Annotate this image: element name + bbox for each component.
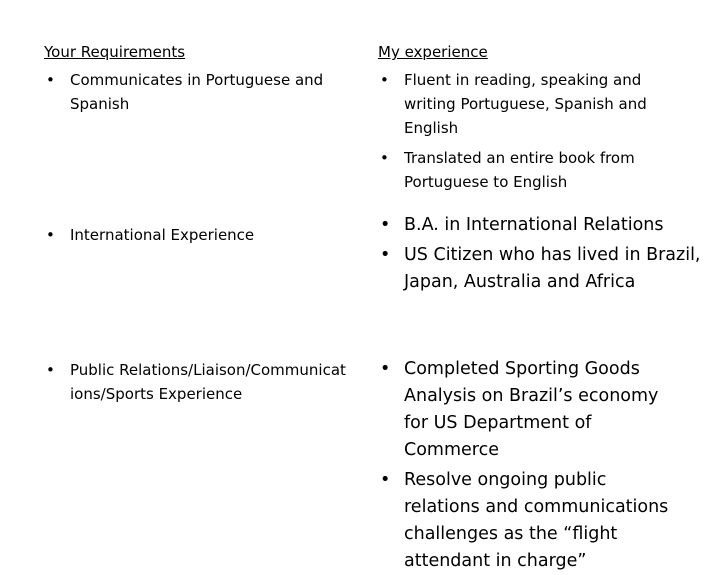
requirement-item: • Communicates in Portuguese and Spanish	[44, 68, 350, 116]
experience-item: • B.A. in International Relations	[378, 212, 714, 239]
bullet-icon: •	[380, 470, 391, 490]
bullet-icon: •	[46, 361, 55, 379]
experience-item: • Completed Sporting Goods Analysis on Brazil’s economy for US Department of Commerce	[378, 356, 684, 464]
bullet-icon: •	[46, 71, 55, 89]
bullet-icon: •	[380, 359, 391, 379]
requirement-block-2	[44, 223, 350, 247]
experience-item: • Fluent in reading, speaking and writing Portuguese, Spanish and English	[378, 68, 678, 140]
requirement-item: • International Experience	[44, 223, 350, 247]
bullet-icon: •	[46, 226, 55, 244]
bullet-icon: •	[380, 149, 389, 167]
requirement-item: • Public Relations/Liaison/Communications/Sports Experience	[44, 358, 350, 406]
experience-item: • Resolve ongoing public relations and communications challenges as the “flight attendant in charge”	[378, 467, 684, 575]
experience-block-1	[378, 68, 678, 194]
experience-heading: My experience	[378, 43, 488, 61]
bullet-icon: •	[380, 71, 389, 89]
requirement-block-1	[44, 68, 350, 116]
requirement-block-3	[44, 358, 350, 406]
experience-item: • Translated an entire book from Portuguese to English	[378, 146, 678, 194]
bullet-icon: •	[380, 245, 391, 265]
bullet-icon: •	[380, 215, 391, 235]
experience-item: • US Citizen who has lived in Brazil, Japan, Australia and Africa	[378, 242, 714, 296]
experience-block-3	[378, 356, 684, 575]
requirements-heading: Your Requirements	[44, 43, 186, 61]
experience-block-2	[378, 212, 714, 296]
